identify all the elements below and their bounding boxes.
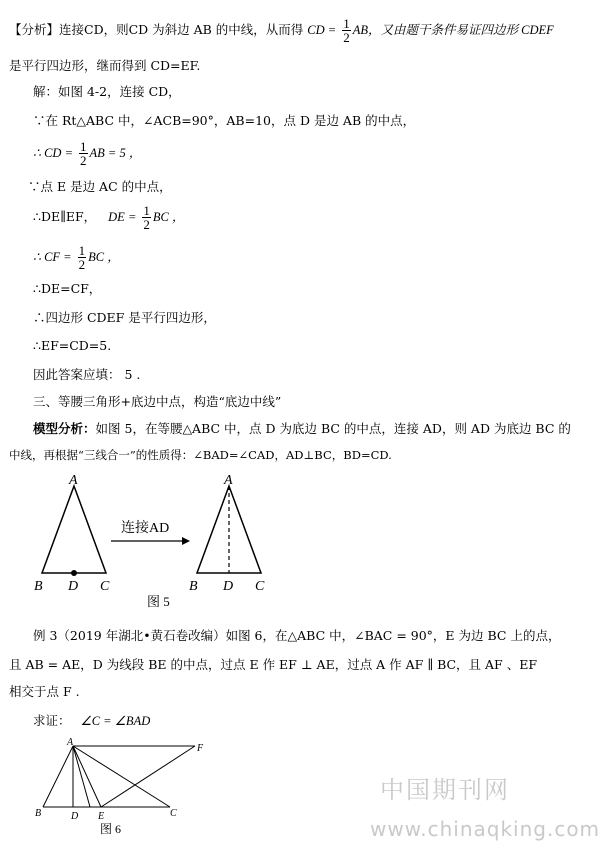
model-analysis-label: 模型分析： — [33, 421, 96, 436]
analysis-line-2: 是平行四边形，继而得到 CD=EF. — [9, 58, 201, 73]
example-3-line-2: 且 AB = AE，D 为线段 BE 的中点，过点 E 作 EF ⊥ AE，过点 A 作 AF ∥ BC，且 AF 、EF — [9, 657, 538, 672]
label-a: A — [69, 473, 78, 488]
frac-num: 1 — [78, 243, 86, 258]
fig5-arrow — [111, 519, 190, 545]
fraction-half — [79, 140, 88, 167]
solution-line-e: ∵点 E 是边 AC 的中点， — [28, 179, 172, 194]
fig6-caption: 图 6 — [100, 822, 122, 836]
frac-den: 2 — [80, 153, 87, 168]
analysis-text: 【分析】连接CD，则CD 为斜边 AB 的中线，从而得 — [9, 22, 304, 37]
label-e: E — [98, 811, 105, 822]
prove-label: 求证： — [33, 713, 71, 728]
model-analysis-line — [33, 421, 571, 437]
solution-line-2: ∵在 Rt△ABC 中，∠ACB=90°，AB=10，点 D 是边 AB 的中点， — [33, 113, 416, 128]
solution-parallelogram: ∴四边形 CDEF 是平行四边形， — [33, 310, 216, 325]
watermark-url: www.chinaqking.com — [370, 817, 601, 841]
fig5-right-triangle — [189, 473, 265, 594]
label-a: A — [224, 473, 233, 488]
label-d: D — [71, 811, 79, 822]
frac-den: 2 — [78, 257, 86, 272]
solution-cd-line — [33, 140, 141, 167]
analysis-line-1 — [9, 17, 554, 44]
de-value: BC ， — [152, 210, 185, 224]
model-analysis-text: 如图 5，在等腰△ABC 中，点 D 为底边 BC 的中点，连接 AD，则 AD 为底边 BC 的 — [95, 421, 571, 436]
figure-6 — [30, 733, 210, 838]
frac-den: 2 — [143, 217, 150, 232]
watermark-cn: 中国期刊网 — [380, 776, 510, 804]
fraction-half — [342, 17, 351, 44]
label-b: B — [34, 579, 43, 594]
solution-de-line — [33, 204, 184, 231]
de-parallel: ∴DE∥EF， — [33, 209, 97, 224]
cf-value: BC ， — [88, 250, 120, 264]
section-heading: 三、等腰三角形+底边中点，构造“底边中线” — [33, 394, 282, 409]
model-analysis-line-2: 中线，再根据“三线合一”的性质得：∠BAD=∠CAD，AD⊥BC，BD=CD. — [9, 448, 392, 462]
label-d: D — [68, 579, 79, 594]
frac-num: 1 — [143, 203, 150, 218]
frac-num: 1 — [343, 16, 350, 31]
solution-line-1: 解：如图 4-2，连接 CD， — [33, 84, 181, 99]
frac-den: 2 — [343, 30, 350, 45]
de-eq: DE = — [108, 210, 137, 224]
cd-eq: CD = — [307, 23, 337, 37]
cd-eq-2: ∴ CD = — [33, 146, 74, 160]
fraction-half — [78, 244, 87, 271]
analysis-text-2: AB，又由题干条件易证四边形 CDEF — [352, 23, 554, 37]
label-b: B — [35, 808, 42, 819]
label-c: C — [255, 579, 265, 594]
example-3-line-1: 例 3（2019 年湖北•黄石卷改编）如图 6，在△ABC 中，∠BAC = 90°，E 为边 BC 上的点， — [33, 628, 561, 643]
label-f: F — [197, 743, 204, 754]
example-3-line-3: 相交于点 F . — [9, 684, 80, 699]
cd-value: AB = 5 ， — [89, 146, 142, 160]
fraction-half — [142, 204, 151, 231]
solution-de-cf: ∴DE=CF， — [33, 281, 102, 296]
prove-statement: ∠C = ∠BAD — [80, 714, 151, 728]
answer-line: 因此答案应填： 5 . — [33, 367, 141, 382]
label-a: A — [67, 737, 74, 748]
solution-cf-line — [33, 244, 120, 271]
figure-5 — [0, 470, 320, 610]
prove-line — [33, 713, 150, 729]
fig5-caption: 图 5 — [147, 594, 170, 609]
fig5-left-triangle — [34, 473, 110, 594]
cf-eq: ∴ CF = — [33, 250, 72, 264]
label-d: D — [223, 579, 234, 594]
arrow-label: 连接AD — [121, 521, 170, 536]
frac-num: 1 — [80, 139, 87, 154]
label-b: B — [189, 579, 198, 594]
midpoint-d — [71, 570, 77, 576]
solution-ef: ∴EF=CD=5. — [33, 338, 112, 353]
label-c: C — [170, 808, 177, 819]
label-c: C — [100, 579, 110, 594]
